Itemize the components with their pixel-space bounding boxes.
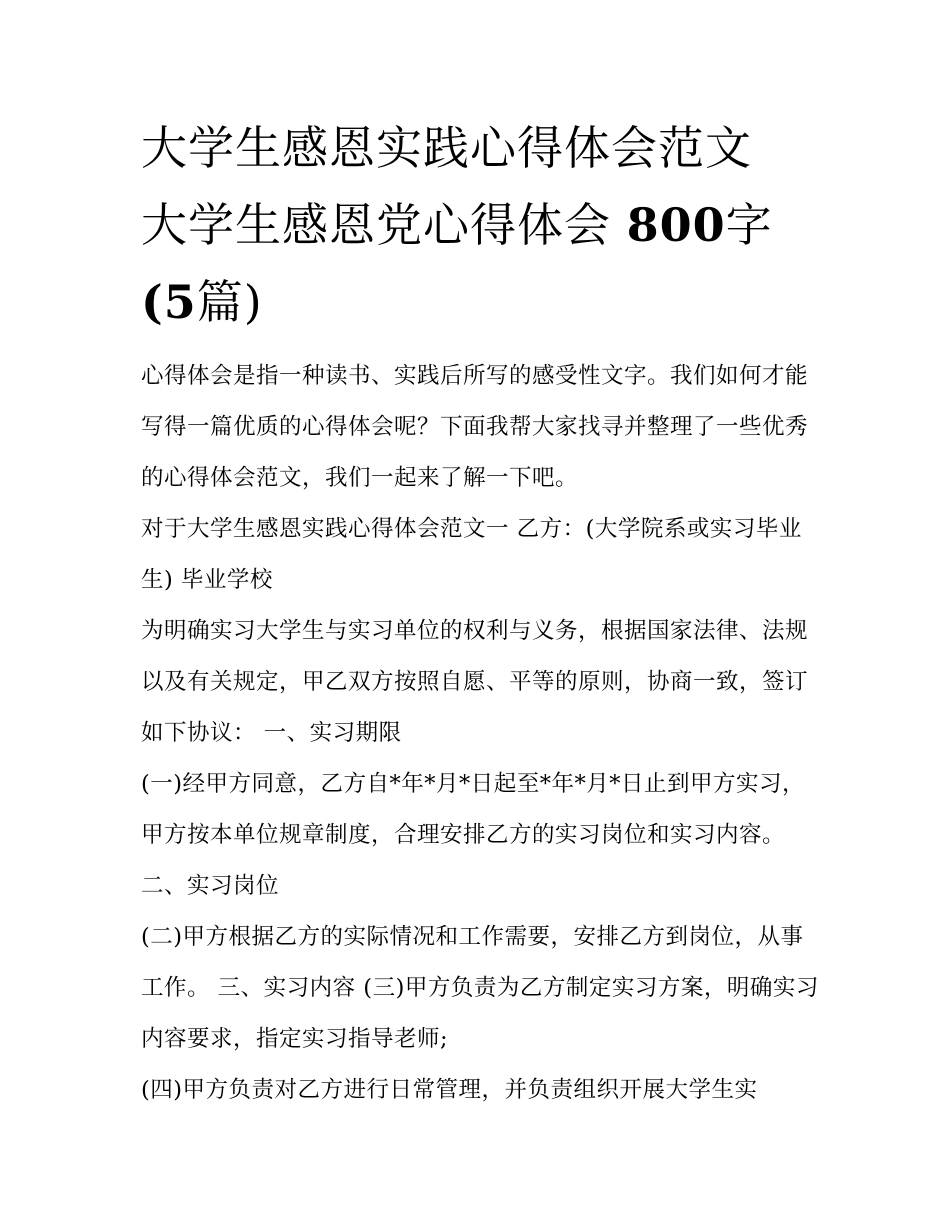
document-body <box>141 351 821 1116</box>
paragraph-intro: 心得体会是指一种读书、实践后所写的感受性文字。我们如何才能写得一篇优质的心得体会呢？下面我帮大家找寻并整理了一些优秀的心得体会范文，我们一起来了解一下吧。 <box>141 363 809 491</box>
paragraph-clause-1: (一)经甲方同意，乙方自*年*月*日起至*年*月*日止到甲方实习，甲方按本单位规章制度，合理安排乙方的实习岗位和实习内容。 二、实习岗位 <box>141 771 806 899</box>
title-word-count-unit: 字 <box>725 198 773 252</box>
title-line-1: 大学生感恩实践心得体会范文 <box>141 121 752 175</box>
paragraph-parties: 对于大学生感恩实践心得体会范文一 乙方：(大学院系或实习毕业生) 毕业学校 <box>141 516 802 593</box>
title-word-count: 800 <box>626 198 726 252</box>
paragraph-clause-4: (四)甲方负责对乙方进行日常管理，并负责组织开展大学生实 <box>141 1077 758 1103</box>
paragraph-purpose: 为明确实习大学生与实习单位的权利与义务，根据国家法律、法规以及有关规定，甲乙双方按照自愿、平等的原则，协商一致，签订如下协议： 一、实习期限 <box>141 618 809 746</box>
document-page <box>141 110 821 1116</box>
title-article-count-unit: 篇) <box>196 275 263 329</box>
title-article-count: (5 <box>141 275 197 329</box>
title-line-3 <box>141 264 821 341</box>
title-line-2 <box>141 187 821 264</box>
document-title <box>141 110 821 341</box>
paragraph-clause-2: (二)甲方根据乙方的实际情况和工作需要，安排乙方到岗位，从事工作。 三、实习内容 (三)甲方负责为乙方制定实习方案，明确实习内容要求，指定实习指导老师; <box>141 924 819 1052</box>
title-line-2-text: 大学生感恩党心得体会 <box>141 198 611 252</box>
